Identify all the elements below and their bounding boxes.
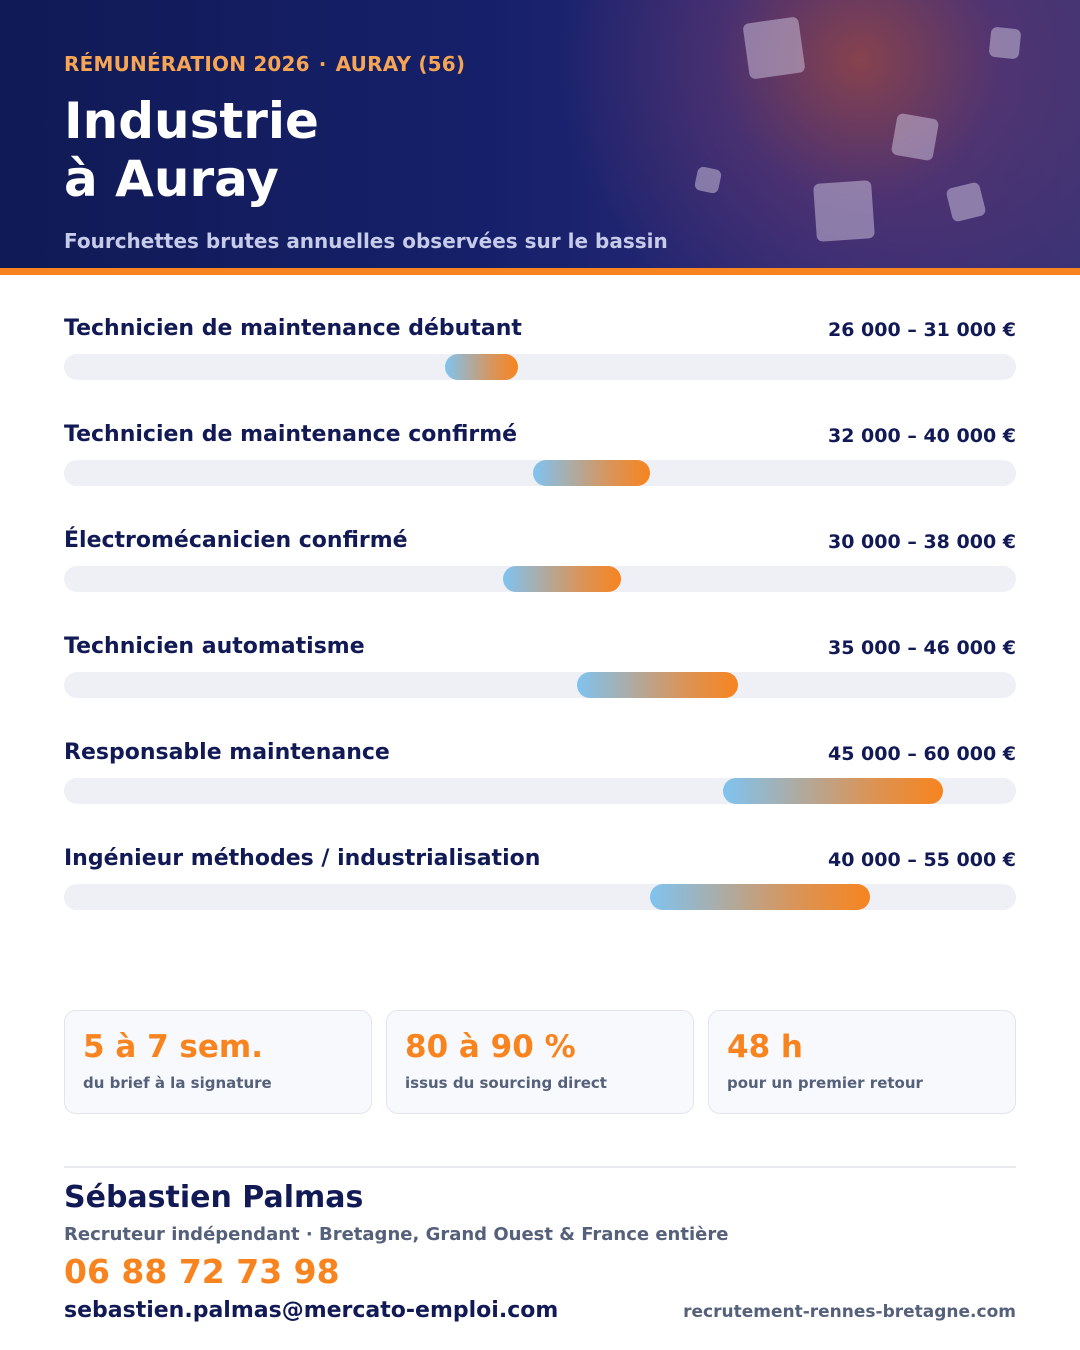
- salary-row: [64, 422, 1016, 528]
- range-bar: [723, 778, 943, 804]
- range-bar: [503, 566, 620, 592]
- role-label: Technicien de maintenance confirmé: [64, 422, 518, 447]
- stat-value: 5 à 7 sem.: [83, 1029, 263, 1065]
- page-title: [64, 92, 319, 208]
- stat-label: du brief à la signature: [83, 1074, 272, 1092]
- stat-card: [64, 1010, 372, 1114]
- range-track: [64, 778, 1016, 804]
- range-bar: [445, 354, 518, 380]
- decorative-square: [813, 180, 875, 242]
- title-line-1: Industrie: [64, 92, 319, 150]
- stat-value: 48 h: [727, 1029, 804, 1065]
- subtitle: Fourchettes brutes annuelles observées sur le bassin: [64, 229, 668, 253]
- website-link[interactable]: recrutement-rennes-bretagne.com: [683, 1302, 1016, 1322]
- range-label: 45 000 – 60 000 €: [828, 743, 1016, 765]
- kicker: [64, 52, 465, 76]
- role-label: Électromécanicien confirmé: [64, 528, 408, 553]
- salary-row: [64, 634, 1016, 740]
- role-label: Technicien automatisme: [64, 634, 365, 659]
- salary-row: [64, 740, 1016, 846]
- range-label: 26 000 – 31 000 €: [828, 319, 1016, 341]
- email-link[interactable]: sebastien.palmas@mercato-emploi.com: [64, 1298, 559, 1323]
- range-track: [64, 566, 1016, 592]
- decorative-square: [694, 166, 722, 194]
- kicker-location: AURAY (56): [335, 52, 466, 76]
- salary-range-chart: [64, 316, 1016, 952]
- decorative-square: [945, 181, 986, 222]
- range-bar: [650, 884, 870, 910]
- header-banner: [0, 0, 1080, 268]
- range-label: 30 000 – 38 000 €: [828, 531, 1016, 553]
- contact-name: Sébastien Palmas: [64, 1180, 364, 1215]
- range-track: [64, 354, 1016, 380]
- divider: [64, 1166, 1016, 1168]
- range-label: 35 000 – 46 000 €: [828, 637, 1016, 659]
- decorative-square: [891, 113, 940, 162]
- decorative-square: [742, 16, 805, 79]
- salary-row: [64, 316, 1016, 422]
- role-label: Responsable maintenance: [64, 740, 390, 765]
- range-bar: [533, 460, 650, 486]
- decorative-square: [989, 27, 1022, 60]
- range-track: [64, 460, 1016, 486]
- salary-row: [64, 846, 1016, 952]
- contact-role: Recruteur indépendant · Bretagne, Grand Ouest & France entière: [64, 1224, 729, 1245]
- stat-card: [386, 1010, 694, 1114]
- range-track: [64, 672, 1016, 698]
- range-track: [64, 884, 1016, 910]
- stat-value: 80 à 90 %: [405, 1029, 576, 1065]
- title-line-2: à Auray: [64, 150, 279, 208]
- range-label: 40 000 – 55 000 €: [828, 849, 1016, 871]
- kicker-separator: ·: [318, 52, 327, 76]
- role-label: Technicien de maintenance débutant: [64, 316, 522, 341]
- stat-label: issus du sourcing direct: [405, 1074, 607, 1092]
- header-accent-bar: [0, 268, 1080, 275]
- role-label: Ingénieur méthodes / industrialisation: [64, 846, 541, 871]
- salary-row: [64, 528, 1016, 634]
- stat-card: [708, 1010, 1016, 1114]
- range-bar: [577, 672, 738, 698]
- range-label: 32 000 – 40 000 €: [828, 425, 1016, 447]
- stats-row: [64, 1010, 1016, 1114]
- phone-link[interactable]: 06 88 72 73 98: [64, 1252, 340, 1291]
- stat-label: pour un premier retour: [727, 1074, 923, 1092]
- kicker-topic: RÉMUNÉRATION 2026: [64, 52, 310, 76]
